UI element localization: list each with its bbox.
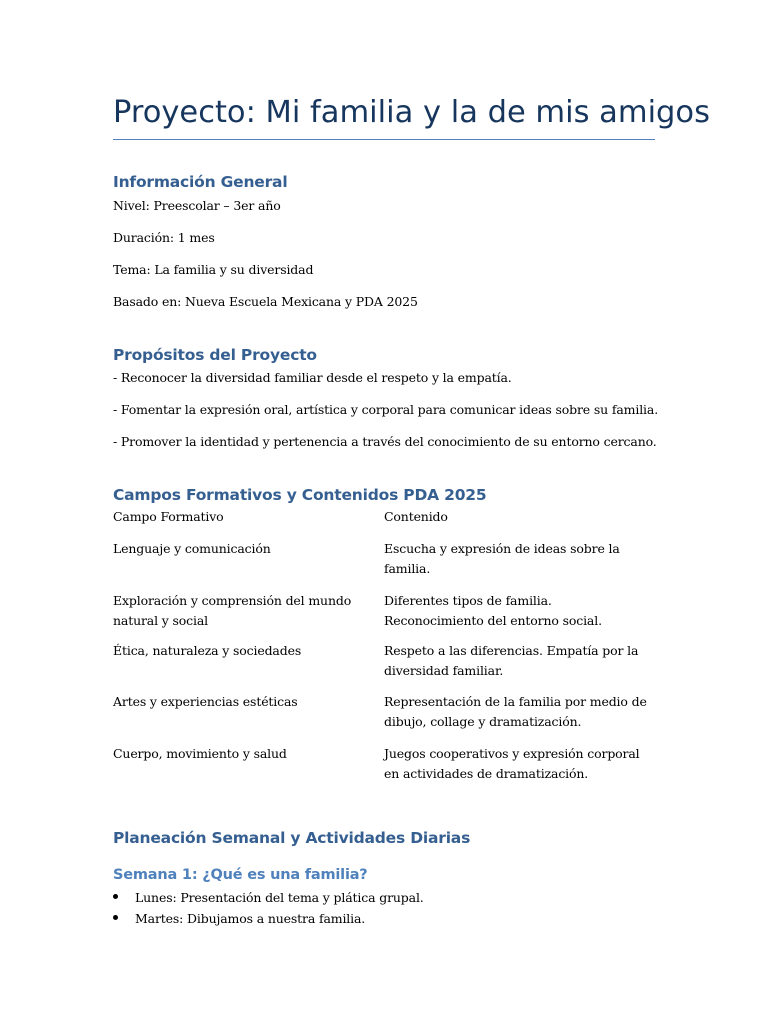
purpose-item: - Fomentar la expresión oral, artística y corporal para comunicar ideas sobre su familia.: [113, 402, 659, 417]
title-underline: [113, 139, 655, 140]
table-cell-field: Exploración y comprensión del mundo natural y social: [113, 593, 352, 628]
list-item: [113, 888, 513, 907]
info-level: Nivel: Preescolar – 3er año: [113, 198, 281, 213]
info-duration: Duración: 1 mes: [113, 230, 215, 245]
purpose-item: - Reconocer la diversidad familiar desde el respeto y la empatía.: [113, 370, 512, 385]
bullet-icon: [113, 894, 118, 899]
purposes-heading: Propósitos del Proyecto: [113, 346, 317, 364]
list-item-text: Martes: Dibujamos a nuestra familia.: [135, 911, 366, 926]
info-topic: Tema: La familia y su diversidad: [113, 262, 314, 277]
bullet-icon: [113, 915, 118, 920]
fields-heading: Campos Formativos y Contenidos PDA 2025: [113, 486, 487, 504]
table-cell-content: Representación de la familia por medio de dibujo, collage y dramatización.: [384, 694, 647, 729]
table-cell-field: Cuerpo, movimiento y salud: [113, 746, 287, 761]
table-cell-content: Diferentes tipos de familia. Reconocimiento del entorno social.: [384, 593, 602, 628]
purpose-item: - Promover la identidad y pertenencia a través del conocimiento de su entorno cercano.: [113, 434, 657, 449]
table-cell-field: Artes y experiencias estéticas: [113, 694, 298, 709]
list-item-text: Lunes: Presentación del tema y plática grupal.: [135, 890, 424, 905]
table-cell-content: Respeto a las diferencias. Empatía por la diversidad familiar.: [384, 643, 639, 678]
planning-heading: Planeación Semanal y Actividades Diarias: [113, 829, 471, 847]
table-header-content: Contenido: [384, 509, 448, 524]
table-cell-content: Escucha y expresión de ideas sobre la familia.: [384, 541, 620, 576]
week1-heading: Semana 1: ¿Qué es una familia?: [113, 867, 368, 883]
list-item: [113, 909, 513, 928]
info-heading: Información General: [113, 173, 288, 191]
table-cell-field: Ética, naturaleza y sociedades: [113, 643, 302, 658]
info-basis: Basado en: Nueva Escuela Mexicana y PDA 2025: [113, 294, 418, 309]
table-cell-content: Juegos cooperativos y expresión corporal en actividades de dramatización.: [384, 746, 640, 781]
document-title: Proyecto: Mi familia y la de mis amigos: [113, 95, 710, 130]
table-cell-field: Lenguaje y comunicación: [113, 541, 271, 556]
table-header-field: Campo Formativo: [113, 509, 224, 524]
